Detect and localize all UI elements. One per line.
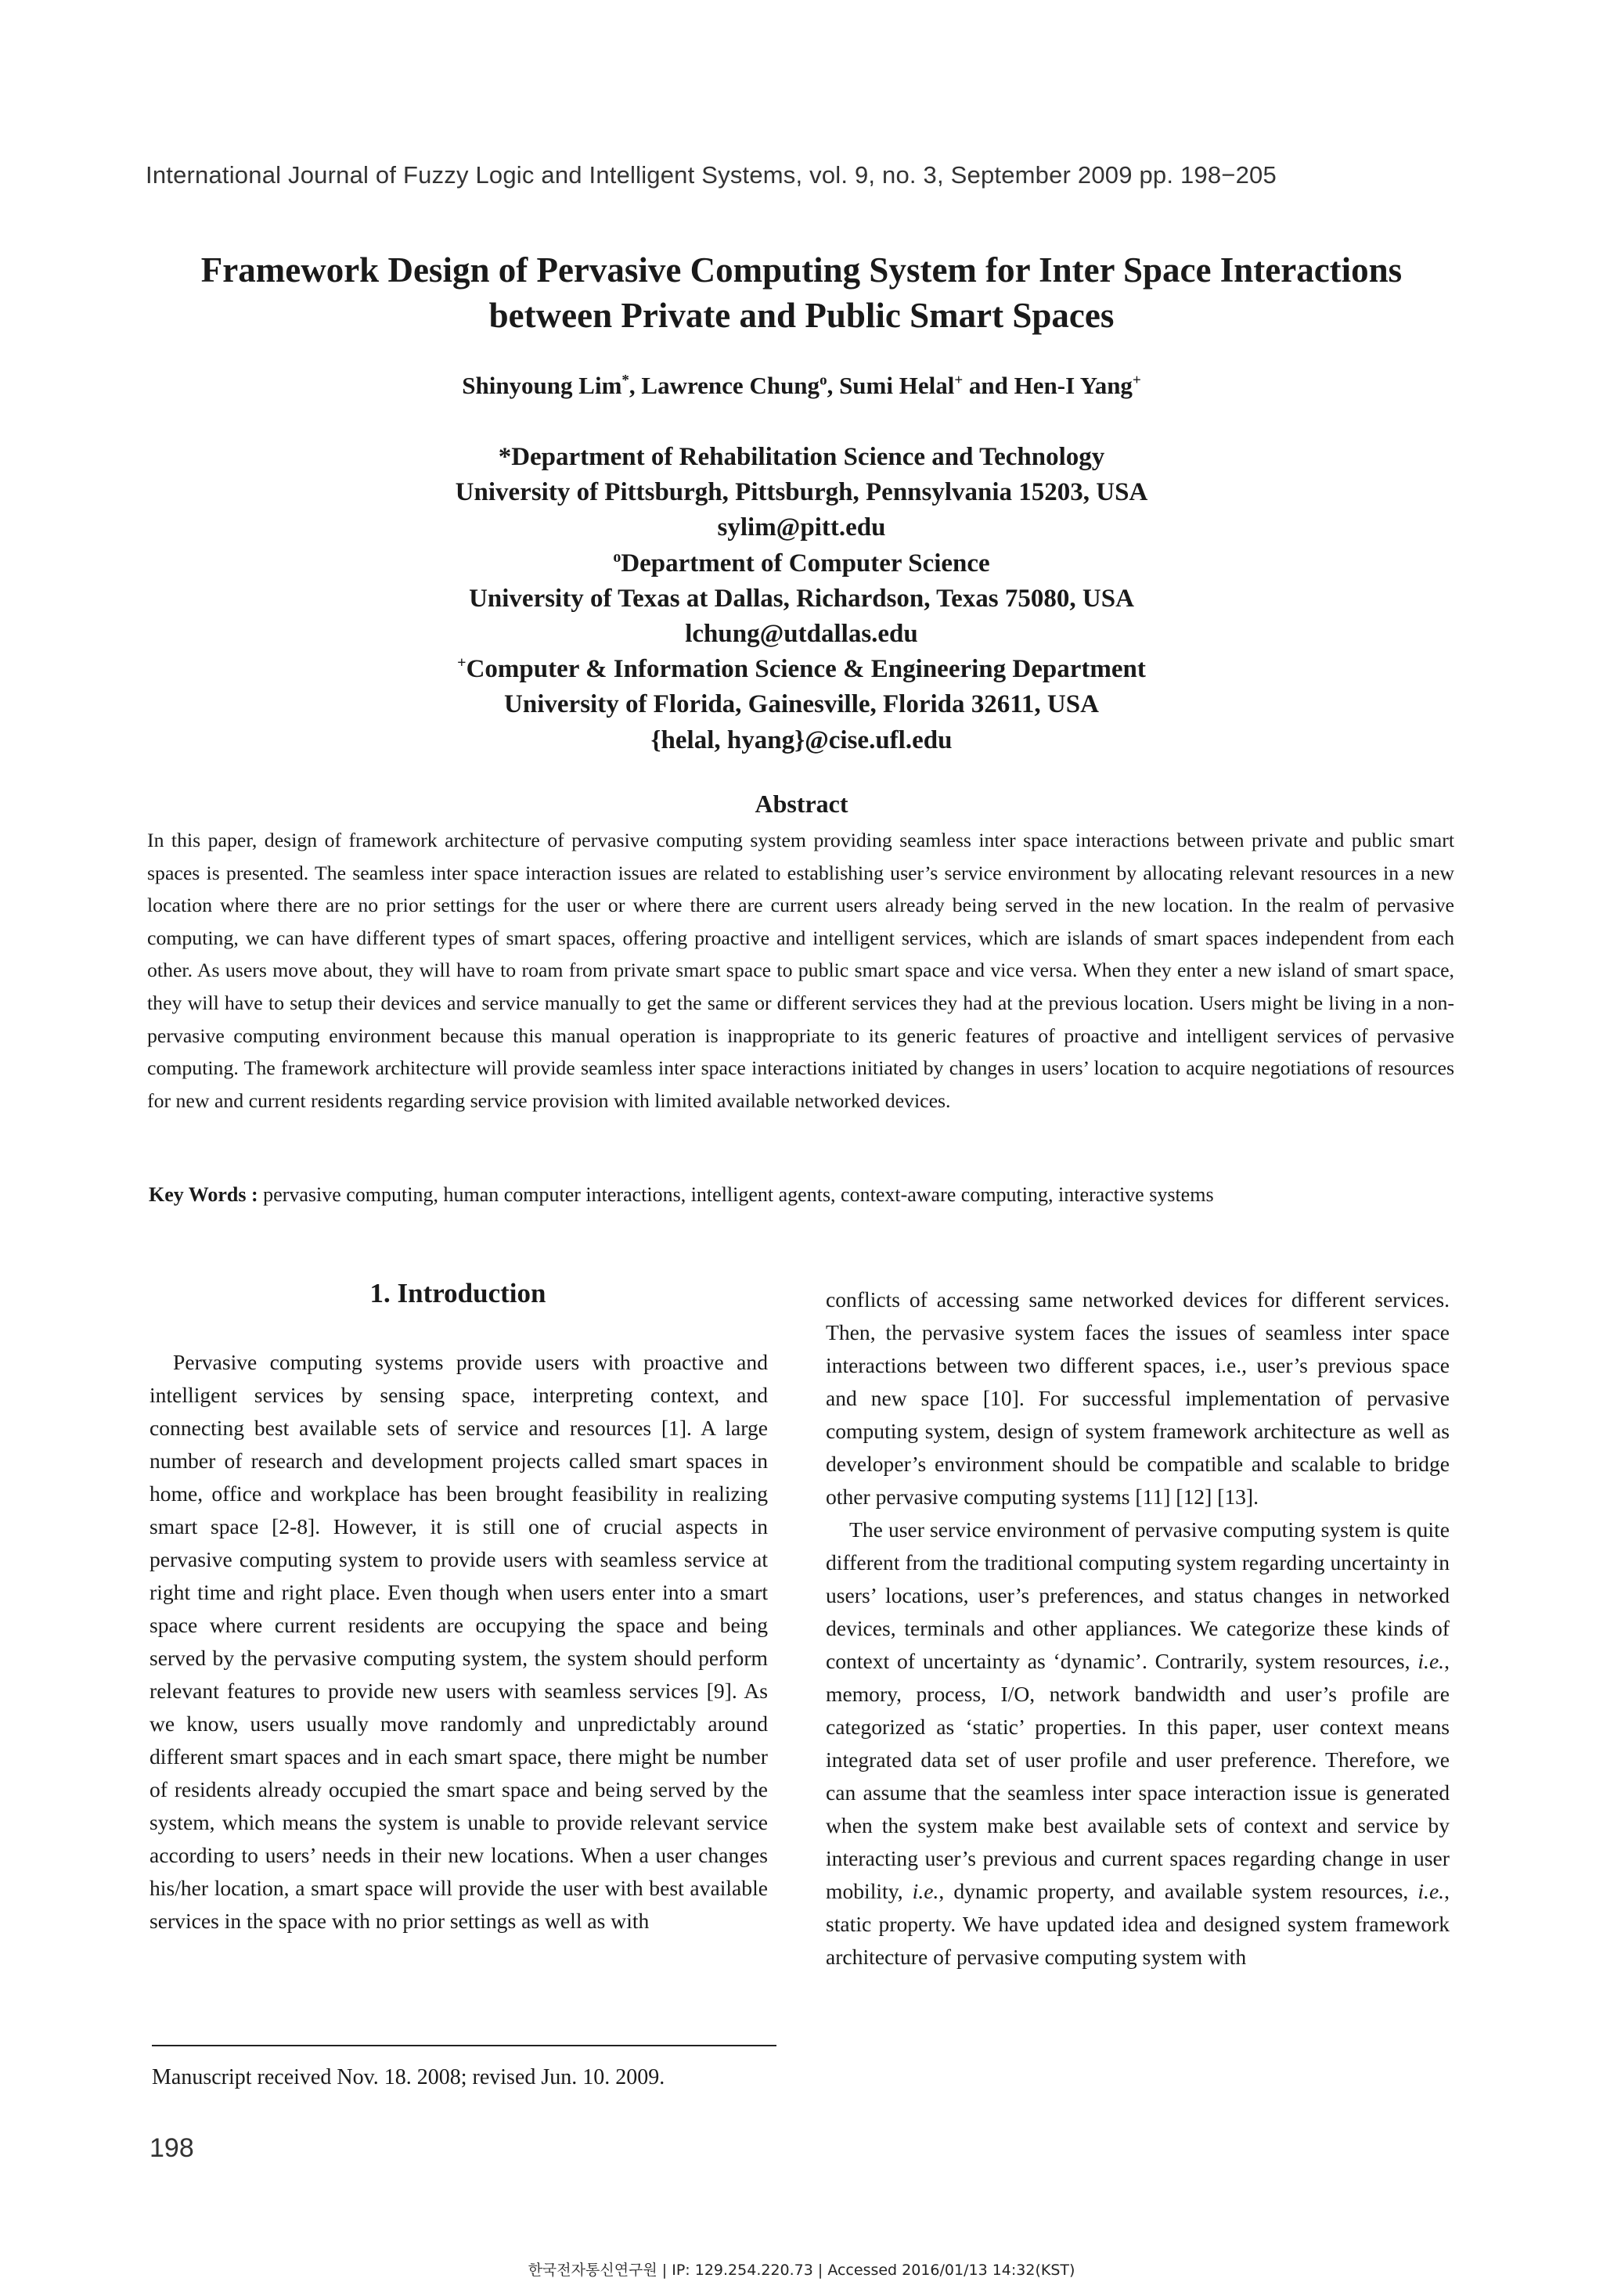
intro-paragraph-1: Pervasive computing systems provide users with proactive and intelligent services by sensing space, interpreting context, and connecting best available sets of service and resources [1]. A large number of research and development projects called smart spaces in home, office and workplace has been brought feasibility in realizing smart space [2-8]. However, it is still one of crucial aspects in pervasive computing system to provide users with seamless service at right time and right place. Even though when users enter into a smart space where current residents are occupying the space and being served by the pervasive computing system, the system should perform relevant features to provide new users with seamless services [9]. As we know, users usually move randomly and unpredictably around different smart spaces and in each smart space, there might be number of residents already occupied the smart space and being served by the system, which means the system is unable to provide relevant service according to users’ needs in their new locations. When a user changes his/her location, a smart space will provide the user with best available services in the space with no prior settings as well as with <box>149 1350 768 1933</box>
affiliation-1-univ: University of Pittsburgh, Pittsburgh, Pennsylvania 15203, USA <box>455 478 1148 507</box>
page-number: 198 <box>149 2133 194 2163</box>
affiliation-1-email: sylim@pitt.edu <box>717 513 886 542</box>
affiliation-3-email: {helal, hyang}@cise.ufl.edu <box>650 725 953 754</box>
section-heading-introduction: 1. Introduction <box>369 1278 546 1308</box>
title-line-1: Framework Design of Pervasive Computing System for Inter Space Interactions <box>200 250 1403 290</box>
author-separator: and <box>963 372 1014 399</box>
keywords <box>149 1183 1456 1207</box>
affiliation-2-dept: Department of Computer Science <box>621 549 990 578</box>
affiliation-3-univ: University of Florida, Gainesville, Florida 32611, USA <box>504 690 1099 719</box>
author-mark: o <box>820 372 827 389</box>
paragraph-text: , dynamic property, and available system resources, <box>938 1879 1418 1903</box>
author-mark: * <box>621 372 629 389</box>
author-separator: , <box>629 372 642 399</box>
paragraph-text: , static property. We have updated idea and designed system framework architecture of pervasive computing system with <box>826 1879 1450 1969</box>
right-column <box>826 1283 1450 1974</box>
paper-title <box>117 247 1486 338</box>
italic-ie: i.e. <box>912 1879 939 1903</box>
author-name: Sumi Helal <box>839 372 955 399</box>
author-mark: + <box>954 372 964 389</box>
affiliation-2-univ: University of Texas at Dallas, Richardson, Texas 75080, USA <box>469 584 1134 613</box>
abstract-body: In this paper, design of framework architecture of pervasive computing system providing seamless inter space interactions between private and public smart spaces is presented. The seamless inter space interaction issues are related to establishing user’s service environment by allocating relevant resources in a new location where there are no prior settings for the user or where there are current users already being served in the new location. In the realm of pervasive computing, we can have different types of smart spaces, offering proactive and intelligent services, which are islands of smart spaces independent from each other. As users move about, they will have to roam from private smart space to public smart space and vice versa. When they enter a new island of smart space, they will have to setup their devices and service manually to get the same or different services they had at the previous location. Users might be living in a non-pervasive computing environment because this manual operation is inappropriate to its generic features of proactive and intelligent services of pervasive computing. The framework architecture will provide seamless inter space interactions initiated by changes in users’ location to acquire negotiations of resources for new and current residents regarding service provision with limited available networked devices. <box>147 829 1454 1112</box>
author-name: Hen-I Yang <box>1014 372 1133 399</box>
intro-paragraph-3 <box>826 1513 1450 1974</box>
paragraph-text: The user service environment of pervasive computing system is quite different from the traditional computing system regarding uncertainty in users’ locations, user’s preferences, and status changes in networked devices, terminals and other appliances. We categorize these kinds of context of uncertainty as ‘dynamic’. Contrarily, system resources, <box>826 1517 1450 1673</box>
affiliation-2-email: lchung@utdallas.edu <box>685 620 918 649</box>
affiliation-3-dept-line <box>117 652 1486 687</box>
author-name: Shinyoung Lim <box>462 372 622 399</box>
author-mark: + <box>1132 372 1141 389</box>
journal-header: International Journal of Fuzzy Logic and Intelligent Systems, vol. 9, no. 3, September 2009 pp. 198−205 <box>146 161 1277 189</box>
access-watermark-line: 한국전자통신연구원 | IP: 129.254.220.73 | Accessed 2016/01/13 14:32(KST) <box>528 2262 1075 2279</box>
footnote-manuscript: Manuscript received Nov. 18. 2008; revised Jun. 10. 2009. <box>152 2065 665 2089</box>
left-column <box>149 1346 768 1938</box>
affiliation-1-dept: *Department of Rehabilitation Science and Technology <box>498 443 1105 471</box>
abstract-heading: Abstract <box>755 790 848 818</box>
author-separator: , <box>827 372 840 399</box>
paragraph-text: , memory, process, I/O, network bandwidth and user’s profile are categorized as ‘static’ properties. In this paper, user context means integrated data set of user profile and user preference. Therefore, we can assume that the seamless inter space interaction issue is generated when the system make best available sets of context and service by interacting user’s previous and current spaces regarding change in user mobility, <box>826 1649 1450 1903</box>
affiliation-3-mark: + <box>457 654 466 672</box>
author-name: Lawrence Chung <box>641 372 820 399</box>
affiliations <box>117 440 1486 758</box>
keywords-label: Key Words : <box>149 1183 258 1206</box>
author-list <box>117 372 1486 400</box>
affiliation-2-mark: o <box>613 548 621 566</box>
keywords-text: pervasive computing, human computer interactions, intelligent agents, context-aware computing, interactive systems <box>258 1183 1214 1206</box>
affiliation-3-dept: Computer & Information Science & Engineering Department <box>466 655 1146 684</box>
italic-ie: i.e. <box>1417 1879 1445 1903</box>
intro-paragraph-2: conflicts of accessing same networked devices for different services. Then, the pervasive system faces the issues of seamless inter space interactions between two different spaces, i.e., user’s previous space and new space [10]. For successful implementation of pervasive computing system, design of system framework architecture as well as developer’s environment should be compatible and scalable to bridge other pervasive computing systems [11] [12] [13]. <box>826 1287 1450 1509</box>
affiliation-2-dept-line <box>117 546 1486 581</box>
italic-ie: i.e. <box>1417 1649 1445 1673</box>
title-line-2: between Private and Public Smart Spaces <box>488 296 1115 335</box>
footnote-divider <box>152 2045 776 2046</box>
